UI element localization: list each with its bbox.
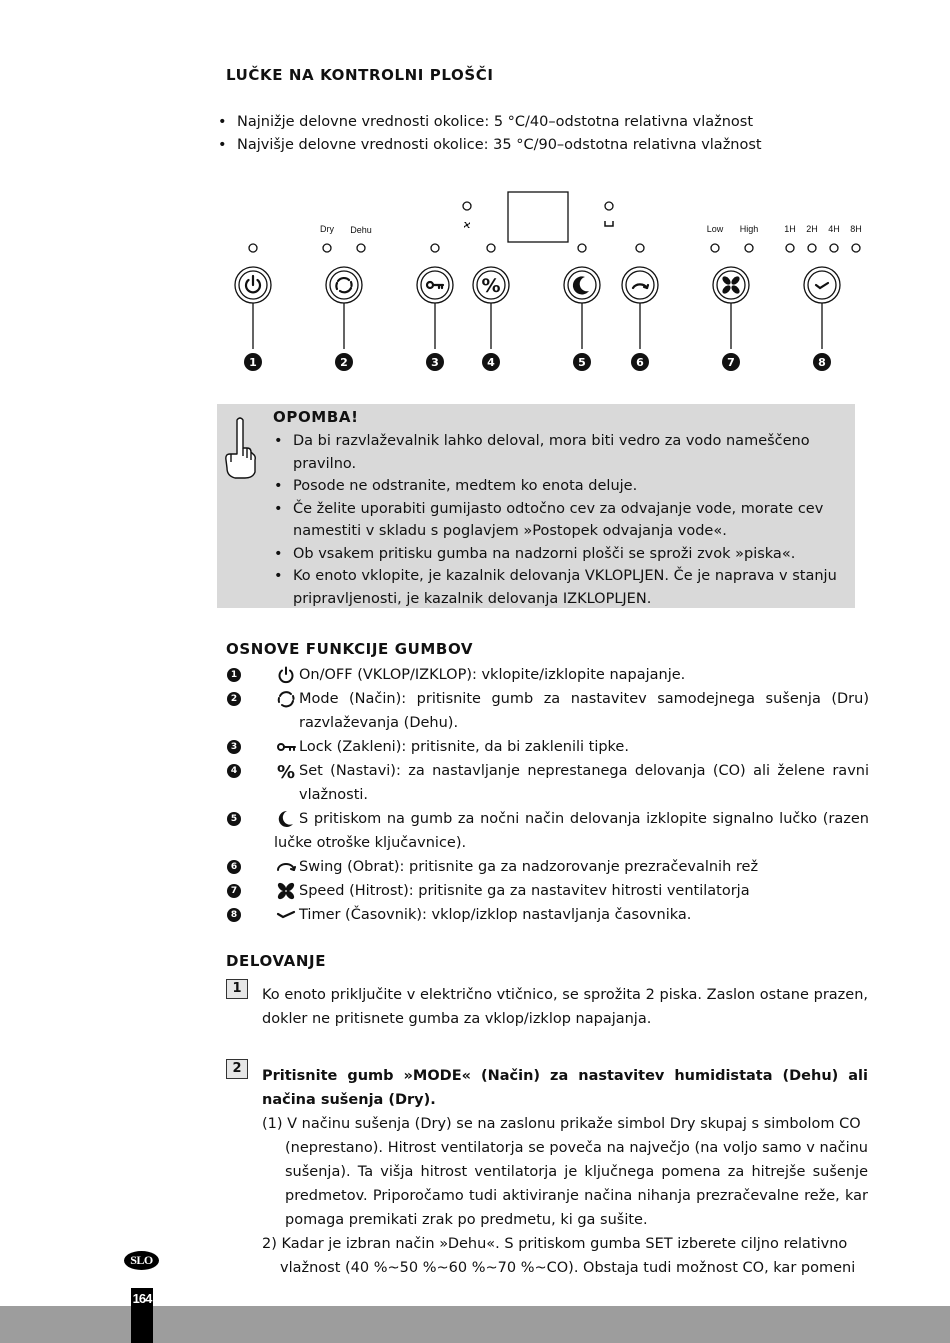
- function-list: [226, 663, 869, 927]
- list-item: 4 % Set (Nastavi): za nastavljanje neprestanega delovanja (CO) ali želene ravni vlažnosti.: [226, 759, 869, 807]
- mode-icon: [276, 690, 296, 708]
- display-window: [508, 192, 568, 242]
- note-list: [273, 430, 843, 610]
- number-label: 6: [636, 356, 644, 369]
- led-dehu: [357, 244, 365, 252]
- section-heading-lights: LUČKE NA KONTROLNI PLOŠČI: [226, 66, 494, 84]
- label-low: Low: [706, 224, 724, 234]
- label-8h: 8H: [850, 224, 862, 234]
- list-item: 3 Lock (Zakleni): pritisnite, da bi zaklenili tipke.: [226, 735, 869, 759]
- number-label: 2: [340, 356, 348, 369]
- power-icon: [276, 666, 296, 684]
- language-badge: SLO: [124, 1251, 159, 1270]
- led-swing: [636, 244, 644, 252]
- step-number-box: 2: [226, 1059, 248, 1079]
- list-item: 5 S pritiskom na gumb za nočni način delovanja izklopite signalno lučko (razen lučke otroške ključavnice).: [226, 807, 869, 855]
- section-heading-operation: DELOVANJE: [226, 952, 327, 970]
- pointing-hand-icon: [223, 414, 259, 480]
- fan-icon: [721, 275, 741, 295]
- label-dry: Dry: [320, 224, 334, 234]
- list-item: 8 Timer (Časovnik): vklop/izklop nastavljanja časovnika.: [226, 903, 869, 927]
- number-badge: 6: [227, 860, 241, 874]
- number-badge: 5: [227, 812, 241, 826]
- led-dry: [323, 244, 331, 252]
- led-night: [578, 244, 586, 252]
- percent-icon: [276, 762, 296, 780]
- list-item: 1 On/OFF (VKLOP/IZKLOP): vklopite/izklopite napajanje.: [226, 663, 869, 687]
- led-high: [745, 244, 753, 252]
- night-button: [564, 267, 600, 303]
- number-badge: 3: [227, 740, 241, 754]
- led-1h: [786, 244, 794, 252]
- label-2h: 2H: [806, 224, 818, 234]
- led-8h: [852, 244, 860, 252]
- list-item: • Ob vsakem pritisku gumba na nadzorni plošči se sproži zvok »piska«.: [273, 543, 843, 566]
- list-item: • Posode ne odstranite, medtem ko enota deluje.: [273, 475, 843, 498]
- fan-icon: [276, 882, 296, 900]
- mode-button: [326, 267, 362, 303]
- led-fan-display: [463, 202, 471, 210]
- number-badge: 1: [227, 668, 241, 682]
- step-2-subitem-2: 2) Kadar je izbran način »Dehu«. S pritiskom gumba SET izberete ciljno relativno vlažnost (40 %~50 %~60 %~70 %~CO). Obstaja tudi možnost CO, kar pomeni: [262, 1236, 856, 1276]
- list-item: 2 Mode (Način): pritisnite gumb za nastavitev samodejnega sušenja (Dru) razvlaževanja (Dehu).: [226, 687, 869, 735]
- control-panel-diagram: [225, 185, 875, 380]
- power-icon: [246, 276, 260, 292]
- number-label: 1: [249, 356, 257, 369]
- step-2-subitem-1: (1) V načinu sušenja (Dry) se na zaslonu prikaže simbol Dry skupaj s simbolom CO (neprestano). Hitrost ventilatorja se poveča na največjo (na voljo samo v načinu sušenja). Ta višja hitrost ventilatorja je ključnega pomena za hitrejše sušenje predmetov. Priporočamo tudi aktiviranje načina nihanja prezračevalne reže, kar pomaga premikati zrak po predmetu, ki ga sušite.: [262, 1116, 868, 1228]
- label-1h: 1H: [784, 224, 796, 234]
- led-bucket: [605, 202, 613, 210]
- note-title: OPOMBA!: [273, 408, 359, 426]
- number-label: 5: [578, 356, 586, 369]
- fan-small-icon: [464, 222, 470, 228]
- led-set: [487, 244, 495, 252]
- led-power: [249, 244, 257, 252]
- list-item: 7 Speed (Hitrost): pritisnite ga za nastavitev hitrosti ventilatorja: [226, 879, 869, 903]
- number-label: 4: [487, 356, 495, 369]
- label-high: High: [739, 224, 759, 234]
- ambient-limits-list: [217, 111, 857, 156]
- fan-button: [713, 267, 749, 303]
- list-item: • Najvišje delovne vrednosti okolice: 35 °C/90–odstotna relativna vlažnost: [217, 134, 857, 157]
- led-4h: [830, 244, 838, 252]
- label-dehu: Dehu: [350, 225, 372, 235]
- led-low: [711, 244, 719, 252]
- list-item: • Da bi razvlaževalnik lahko deloval, mora biti vedro za vodo nameščeno pravilno.: [273, 430, 843, 475]
- list-item: • Najnižje delovne vrednosti okolice: 5 °C/40–odstotna relativna vlažnost: [217, 111, 857, 134]
- timer-icon: [276, 906, 296, 924]
- key-icon: [427, 282, 443, 288]
- timer-button: [804, 267, 840, 303]
- number-badge: 4: [227, 764, 241, 778]
- number-label: 8: [818, 356, 826, 369]
- label-4h: 4H: [828, 224, 840, 234]
- led-lock: [431, 244, 439, 252]
- list-item: 6 Swing (Obrat): pritisnite ga za nadzorovanje prezračevalnih rež: [226, 855, 869, 879]
- list-item: • Ko enoto vklopite, je kazalnik delovanja VKLOPLJEN. Če je naprava v stanju pripravljenosti, je kazalnik delovanja IZKLOPLJEN.: [273, 565, 843, 610]
- swing-icon: [633, 284, 648, 288]
- number-badge: 7: [227, 884, 241, 898]
- mode-icon: [336, 278, 351, 292]
- page-number: 164: [132, 1291, 152, 1306]
- percent-icon: %: [481, 275, 501, 297]
- list-item: • Če želite uporabiti gumijasto odtočno cev za odvajanje vode, morate cev namestiti v skladu s poglavjem »Postopek odvajanja vode«.: [273, 498, 843, 543]
- svg-text:%: %: [276, 762, 296, 780]
- bucket-small-icon: [605, 221, 613, 226]
- number-badge: 8: [227, 908, 241, 922]
- number-label: 7: [727, 356, 735, 369]
- section-heading-functions: OSNOVE FUNKCIJE GUMBOV: [226, 640, 474, 658]
- step-number-box: 1: [226, 979, 248, 999]
- number-label: 3: [431, 356, 439, 369]
- moon-icon: [573, 276, 589, 294]
- number-badge: 2: [227, 692, 241, 706]
- step-1-text: Ko enoto priključite v električno vtičnico, se sprožita 2 piska. Zaslon ostane prazen, dokler ne pritisnete gumba za vklop/izklop napajanja.: [262, 987, 868, 1027]
- timer-icon: [816, 283, 828, 288]
- led-2h: [808, 244, 816, 252]
- key-icon: [276, 738, 296, 756]
- swing-icon: [276, 858, 296, 876]
- note-box: [217, 404, 855, 608]
- step-2-title: Pritisnite gumb »MODE« (Način) za nastavitev humidistata (Dehu) ali načina sušenja (Dry).: [262, 1068, 868, 1108]
- moon-icon: [276, 810, 296, 828]
